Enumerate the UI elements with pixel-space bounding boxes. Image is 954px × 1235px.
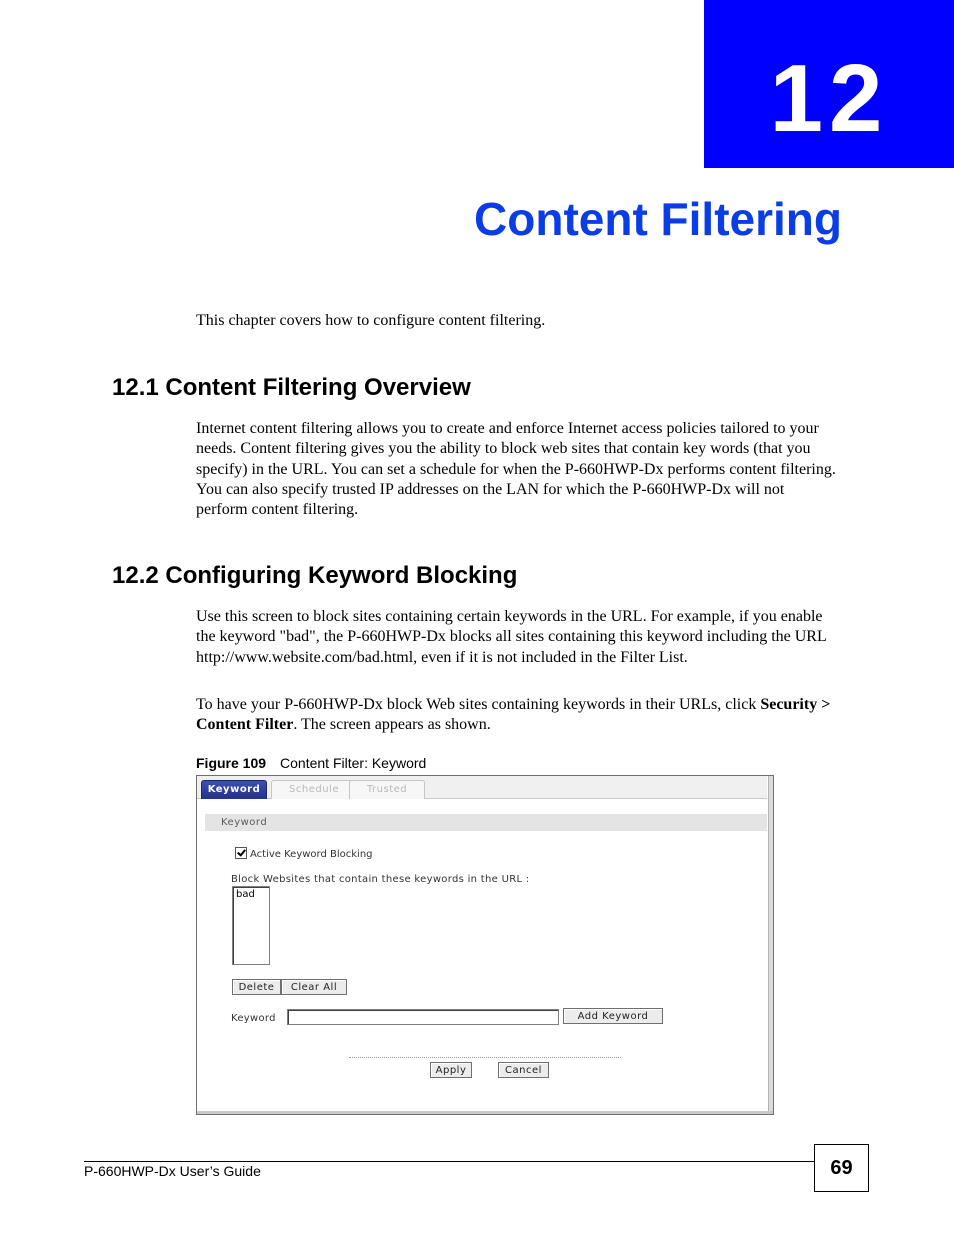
chapter-title: Content Filtering [474, 193, 842, 245]
keyword-list-item[interactable]: bad [236, 889, 255, 900]
tab-keyword[interactable]: Keyword [201, 780, 267, 799]
content-filter-screenshot [196, 775, 774, 1115]
keyword-blocking-paragraph: Use this screen to block sites containing certain keywords in the URL. For example, if you enable the keyword "bad", the P-660HWP-Dx blocks all sites containing this keyword including the URL http://www.website.com/bad.html, even if it is not included in the Filter List. [196, 608, 827, 666]
section-heading-keyword-blocking: 12.2 Configuring Keyword Blocking [112, 562, 518, 589]
section-heading-overview: 12.1 Content Filtering Overview [112, 374, 471, 401]
instructions-suffix: . The screen appears as shown. [293, 716, 491, 734]
menu-path: Security > Content Filter [196, 696, 831, 734]
footer-guide-title: P-660HWP-Dx User’s Guide [84, 1163, 261, 1179]
keyword-input[interactable] [287, 1009, 559, 1025]
tab-trusted[interactable]: Trusted [349, 780, 425, 799]
cancel-button[interactable]: Cancel [498, 1062, 549, 1078]
keyword-section-header [205, 814, 767, 831]
apply-button[interactable]: Apply [430, 1062, 472, 1078]
tab-bar [197, 776, 767, 799]
chapter-intro: This chapter covers how to configure content filtering. [196, 312, 546, 329]
figure-label: Figure 109 [196, 755, 267, 771]
keyword-section-title: Keyword [221, 817, 268, 828]
keyword-list[interactable] [232, 886, 270, 965]
keyword-label: Keyword [231, 1013, 276, 1024]
instructions-text: To have your P-660HWP-Dx block Web sites containing keywords in their URLs, click [196, 696, 761, 713]
bottom-edge [197, 1111, 773, 1114]
block-websites-label: Block Websites that contain these keywords in the URL : [231, 874, 530, 885]
active-keyword-blocking-label: Active Keyword Blocking [250, 849, 373, 860]
figure-caption [196, 754, 426, 772]
add-keyword-button[interactable]: Add Keyword [563, 1008, 663, 1024]
active-keyword-blocking-row [235, 847, 373, 861]
clear-all-button[interactable]: Clear All [281, 979, 347, 995]
overview-paragraph: Internet content filtering allows you to create and enforce Internet access policies tailored to your needs. Content filtering gives you the ability to block web sites that contain key words (that you specify) in the URL. You can set a schedule for when the P-660HWP-Dx performs content filtering. You can also specify trusted IP addresses on the LAN for which the P-660HWP-Dx will not perform content filtering. [196, 420, 836, 519]
delete-button[interactable]: Delete [232, 979, 281, 995]
page-number: 69 [814, 1144, 869, 1192]
divider [349, 1057, 621, 1058]
chapter-number-box [704, 0, 954, 168]
tab-schedule[interactable]: Schedule [271, 780, 357, 799]
vertical-scrollbar[interactable] [768, 776, 773, 1114]
instructions-paragraph [196, 695, 836, 736]
chapter-number: 12 [769, 45, 889, 152]
figure-caption-text: Content Filter: Keyword [280, 755, 427, 771]
active-keyword-blocking-checkbox[interactable] [235, 847, 247, 859]
